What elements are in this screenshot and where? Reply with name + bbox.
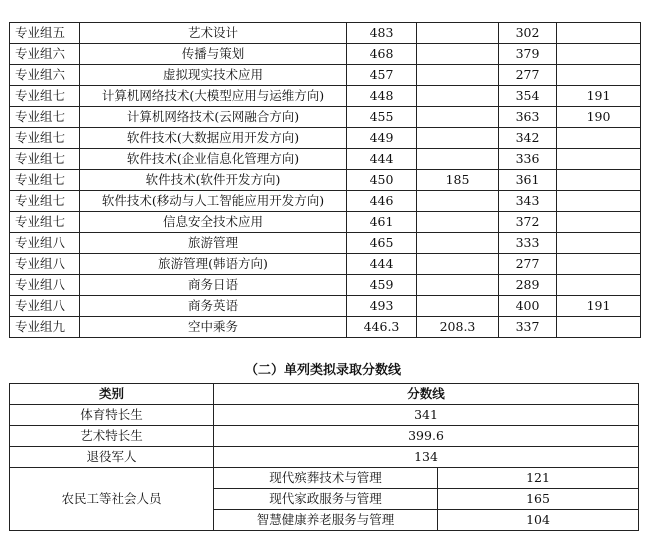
- table-row: [10, 86, 641, 107]
- table-row: [10, 447, 639, 468]
- score-cell-4: [557, 170, 641, 191]
- score-cell-4: [557, 212, 641, 233]
- score-cell-4: [557, 233, 641, 254]
- group-cell: 专业组八: [10, 275, 80, 296]
- major-cell: 计算机网络技术(云网融合方向): [80, 107, 347, 128]
- group-cell: 专业组六: [10, 44, 80, 65]
- major-cell: 现代殡葬技术与管理: [214, 468, 438, 489]
- score-cell-2: 208.3: [417, 317, 499, 338]
- score-cell-2: [417, 44, 499, 65]
- major-cell: 信息安全技术应用: [80, 212, 347, 233]
- table-row: [10, 128, 641, 149]
- table-row: [10, 468, 639, 489]
- score-cell-1: 465: [347, 233, 417, 254]
- major-cell: 艺术设计: [80, 23, 347, 44]
- group-cell: 专业组七: [10, 191, 80, 212]
- score-cell-2: [417, 212, 499, 233]
- score-cell-3: 361: [499, 170, 557, 191]
- score-cell-2: [417, 296, 499, 317]
- score-cell-3: 277: [499, 65, 557, 86]
- group-cell: 专业组七: [10, 86, 80, 107]
- score-cell-1: 446: [347, 191, 417, 212]
- major-cell: 软件技术(移动与人工智能应用开发方向): [80, 191, 347, 212]
- group-cell: 专业组八: [10, 233, 80, 254]
- group-cell: 专业组七: [10, 107, 80, 128]
- score-cell: 341: [214, 405, 639, 426]
- admission-score-table: [9, 22, 641, 338]
- category-cell: 退役军人: [10, 447, 214, 468]
- category-cell: 艺术特长生: [10, 426, 214, 447]
- table-row: [10, 191, 641, 212]
- score-cell-4: [557, 317, 641, 338]
- score-cell-1: 446.3: [347, 317, 417, 338]
- score-cell: 134: [214, 447, 639, 468]
- score-cell-4: [557, 149, 641, 170]
- score-cell-2: [417, 233, 499, 254]
- table-row: [10, 44, 641, 65]
- group-cell: 专业组九: [10, 317, 80, 338]
- major-cell: 商务日语: [80, 275, 347, 296]
- score-cell-1: 448: [347, 86, 417, 107]
- score-cell-3: 277: [499, 254, 557, 275]
- score-cell-2: [417, 254, 499, 275]
- section-title: （二）单列类拟录取分数线: [244, 363, 401, 378]
- score-cell-2: [417, 191, 499, 212]
- score-cell-4: [557, 254, 641, 275]
- score-cell-1: 461: [347, 212, 417, 233]
- table-row: [10, 275, 641, 296]
- score-cell-2: [417, 275, 499, 296]
- group-cell: 专业组七: [10, 212, 80, 233]
- major-cell: 现代家政服务与管理: [214, 489, 438, 510]
- score-cell-4: [557, 128, 641, 149]
- table-row: [10, 170, 641, 191]
- score-cell-3: 302: [499, 23, 557, 44]
- score-cell-2: [417, 86, 499, 107]
- score-cell-2: [417, 149, 499, 170]
- score-cell-3: 354: [499, 86, 557, 107]
- score-cell-1: 457: [347, 65, 417, 86]
- major-cell: 软件技术(软件开发方向): [80, 170, 347, 191]
- score-cell-1: 444: [347, 149, 417, 170]
- special-category-score-table: [9, 383, 639, 531]
- major-cell: 智慧健康养老服务与管理: [214, 510, 438, 531]
- major-cell: 传播与策划: [80, 44, 347, 65]
- score-cell-1: 455: [347, 107, 417, 128]
- score-cell-1: 450: [347, 170, 417, 191]
- major-cell: 旅游管理(韩语方向): [80, 254, 347, 275]
- score-cell-3: 343: [499, 191, 557, 212]
- score-cell-2: [417, 128, 499, 149]
- score-cell-2: [417, 65, 499, 86]
- score-cell-3: 400: [499, 296, 557, 317]
- score-cell-3: 372: [499, 212, 557, 233]
- major-cell: 软件技术(大数据应用开发方向): [80, 128, 347, 149]
- table-row: [10, 254, 641, 275]
- score-cell-4: [557, 191, 641, 212]
- score-cell-4: [557, 275, 641, 296]
- score-cell-1: 493: [347, 296, 417, 317]
- score-cell-3: 363: [499, 107, 557, 128]
- table-row: [10, 212, 641, 233]
- table-row: [10, 426, 639, 447]
- score-cell: 121: [438, 468, 639, 489]
- group-cell: 专业组七: [10, 128, 80, 149]
- score-cell-3: 333: [499, 233, 557, 254]
- table-row: [10, 65, 641, 86]
- score-cell-4: [557, 23, 641, 44]
- score-cell-1: 459: [347, 275, 417, 296]
- score-cell-1: 444: [347, 254, 417, 275]
- score-cell: 165: [438, 489, 639, 510]
- score-cell-1: 468: [347, 44, 417, 65]
- group-cell: 专业组七: [10, 170, 80, 191]
- table-row: [10, 149, 641, 170]
- table-row: [10, 23, 641, 44]
- score-cell-3: 289: [499, 275, 557, 296]
- score-cell-2: [417, 23, 499, 44]
- group-cell: 专业组七: [10, 149, 80, 170]
- header-row: [10, 384, 639, 405]
- header-score: 分数线: [214, 384, 639, 405]
- score-cell-4: [557, 44, 641, 65]
- category-cell: 体育特长生: [10, 405, 214, 426]
- table-row: [10, 107, 641, 128]
- score-cell-4: [557, 65, 641, 86]
- score-cell: 104: [438, 510, 639, 531]
- score-cell-1: 483: [347, 23, 417, 44]
- score-cell-3: 379: [499, 44, 557, 65]
- major-cell: 软件技术(企业信息化管理方向): [80, 149, 347, 170]
- major-cell: 空中乘务: [80, 317, 347, 338]
- table-row: [10, 233, 641, 254]
- header-category: 类别: [10, 384, 214, 405]
- score-cell-2: 185: [417, 170, 499, 191]
- group-category-cell: 农民工等社会人员: [10, 468, 214, 531]
- table-row: [10, 317, 641, 338]
- group-cell: 专业组八: [10, 296, 80, 317]
- score-cell-4: 191: [557, 86, 641, 107]
- group-cell: 专业组六: [10, 65, 80, 86]
- score-cell-1: 449: [347, 128, 417, 149]
- score-cell-2: [417, 107, 499, 128]
- score-cell-3: 342: [499, 128, 557, 149]
- score-cell-3: 337: [499, 317, 557, 338]
- major-cell: 旅游管理: [80, 233, 347, 254]
- score-cell-4: 190: [557, 107, 641, 128]
- score-cell-3: 336: [499, 149, 557, 170]
- table-row: [10, 296, 641, 317]
- table-row: [10, 405, 639, 426]
- major-cell: 虚拟现实技术应用: [80, 65, 347, 86]
- major-cell: 商务英语: [80, 296, 347, 317]
- group-cell: 专业组八: [10, 254, 80, 275]
- major-cell: 计算机网络技术(大模型应用与运维方向): [80, 86, 347, 107]
- group-cell: 专业组五: [10, 23, 80, 44]
- score-cell: 399.6: [214, 426, 639, 447]
- score-cell-4: 191: [557, 296, 641, 317]
